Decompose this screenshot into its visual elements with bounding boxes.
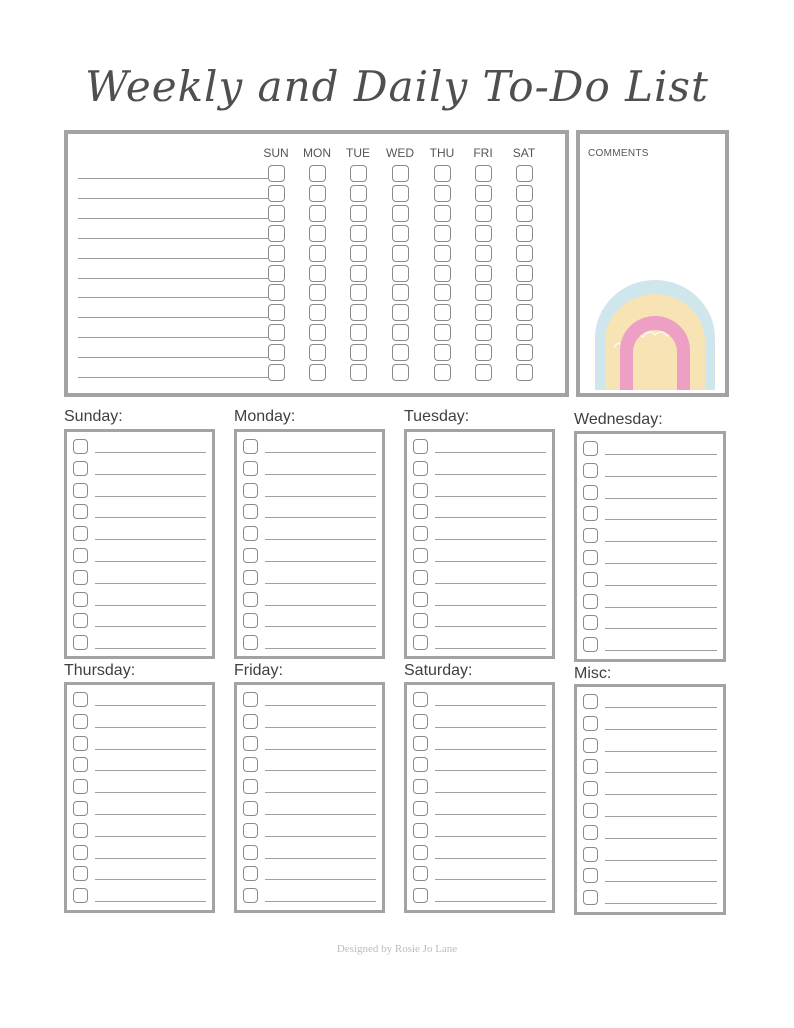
task-line[interactable] [265, 474, 376, 475]
weekly-checkbox[interactable] [434, 185, 451, 202]
task-checkbox[interactable] [73, 845, 88, 860]
rainbow-icon [590, 278, 720, 390]
task-checkbox[interactable] [243, 866, 258, 881]
weekly-checkbox[interactable] [475, 344, 492, 361]
task-line[interactable] [265, 836, 376, 837]
task-checkbox[interactable] [73, 757, 88, 772]
day-section-label: Thursday: [64, 662, 136, 679]
weekly-checkbox[interactable] [350, 165, 367, 182]
weekly-checkbox[interactable] [350, 265, 367, 282]
weekly-checkbox[interactable] [309, 284, 326, 301]
task-checkbox[interactable] [583, 868, 598, 883]
task-line[interactable] [435, 648, 546, 649]
task-checkbox[interactable] [583, 528, 598, 543]
task-line[interactable] [95, 727, 206, 728]
task-line[interactable] [265, 749, 376, 750]
weekly-day-header: TUE [346, 146, 370, 160]
task-checkbox[interactable] [73, 526, 88, 541]
weekly-checkbox[interactable] [434, 344, 451, 361]
task-line[interactable] [265, 792, 376, 793]
task-checkbox[interactable] [413, 714, 428, 729]
task-line[interactable] [95, 792, 206, 793]
task-checkbox[interactable] [413, 823, 428, 838]
task-line[interactable] [435, 749, 546, 750]
task-checkbox[interactable] [243, 570, 258, 585]
weekly-task-line[interactable] [78, 377, 268, 378]
task-line[interactable] [605, 541, 717, 542]
task-line[interactable] [605, 476, 717, 477]
weekly-checkbox[interactable] [309, 165, 326, 182]
task-checkbox[interactable] [73, 504, 88, 519]
task-line[interactable] [95, 583, 206, 584]
task-line[interactable] [95, 474, 206, 475]
weekly-checkbox[interactable] [309, 344, 326, 361]
task-line[interactable] [435, 474, 546, 475]
task-checkbox[interactable] [583, 759, 598, 774]
day-section-label: Saturday: [404, 662, 473, 679]
weekly-checkbox[interactable] [516, 364, 533, 381]
weekly-checkbox[interactable] [392, 364, 409, 381]
task-checkbox[interactable] [243, 888, 258, 903]
weekly-task-line[interactable] [78, 178, 268, 179]
task-line[interactable] [265, 858, 376, 859]
task-line[interactable] [435, 583, 546, 584]
task-line[interactable] [95, 496, 206, 497]
weekly-checkbox[interactable] [475, 225, 492, 242]
weekly-checkbox[interactable] [268, 324, 285, 341]
weekly-checkbox[interactable] [475, 165, 492, 182]
task-line[interactable] [605, 729, 717, 730]
task-line[interactable] [435, 727, 546, 728]
task-line[interactable] [265, 517, 376, 518]
task-checkbox[interactable] [243, 504, 258, 519]
weekly-checkbox[interactable] [392, 284, 409, 301]
task-checkbox[interactable] [243, 526, 258, 541]
task-line[interactable] [435, 626, 546, 627]
day-task-box [404, 429, 555, 659]
task-line[interactable] [95, 626, 206, 627]
task-line[interactable] [265, 901, 376, 902]
task-line[interactable] [435, 705, 546, 706]
weekly-checkbox[interactable] [475, 245, 492, 262]
weekly-checkbox[interactable] [268, 364, 285, 381]
task-checkbox[interactable] [413, 613, 428, 628]
task-line[interactable] [435, 836, 546, 837]
weekly-task-line[interactable] [78, 337, 268, 338]
task-line[interactable] [435, 561, 546, 562]
task-checkbox[interactable] [73, 592, 88, 607]
task-line[interactable] [265, 583, 376, 584]
task-line[interactable] [95, 539, 206, 540]
task-checkbox[interactable] [413, 845, 428, 860]
task-checkbox[interactable] [413, 526, 428, 541]
task-checkbox[interactable] [243, 461, 258, 476]
weekly-checkbox[interactable] [434, 205, 451, 222]
weekly-checkbox[interactable] [475, 324, 492, 341]
task-checkbox[interactable] [413, 635, 428, 650]
weekly-checkbox[interactable] [268, 304, 285, 321]
weekly-task-line[interactable] [78, 258, 268, 259]
task-checkbox[interactable] [583, 847, 598, 862]
task-line[interactable] [435, 452, 546, 453]
weekly-day-header: SUN [263, 146, 289, 160]
day-task-box [64, 429, 215, 659]
day-task-box [574, 431, 726, 662]
task-checkbox[interactable] [73, 779, 88, 794]
task-checkbox[interactable] [413, 461, 428, 476]
weekly-checkbox[interactable] [434, 245, 451, 262]
task-checkbox[interactable] [583, 572, 598, 587]
weekly-task-line[interactable] [78, 198, 268, 199]
task-line[interactable] [605, 498, 717, 499]
weekly-checkbox[interactable] [475, 304, 492, 321]
weekly-checkbox[interactable] [350, 364, 367, 381]
weekly-checkbox[interactable] [309, 265, 326, 282]
task-checkbox[interactable] [413, 801, 428, 816]
task-checkbox[interactable] [73, 483, 88, 498]
task-checkbox[interactable] [73, 635, 88, 650]
weekly-checkbox[interactable] [392, 205, 409, 222]
day-task-box [64, 682, 215, 913]
weekly-checkbox[interactable] [350, 344, 367, 361]
day-section-label: Monday: [234, 408, 296, 425]
task-line[interactable] [95, 517, 206, 518]
task-checkbox[interactable] [583, 463, 598, 478]
weekly-checkbox[interactable] [392, 265, 409, 282]
day-section-label: Tuesday: [404, 408, 470, 425]
task-checkbox[interactable] [413, 757, 428, 772]
weekly-checkbox[interactable] [516, 245, 533, 262]
task-checkbox[interactable] [243, 801, 258, 816]
task-line[interactable] [95, 561, 206, 562]
task-line[interactable] [435, 496, 546, 497]
day-task-box [574, 684, 726, 915]
weekly-checkbox[interactable] [516, 324, 533, 341]
weekly-checkbox[interactable] [434, 284, 451, 301]
weekly-checkbox[interactable] [392, 304, 409, 321]
task-line[interactable] [435, 814, 546, 815]
weekly-checkbox[interactable] [268, 245, 285, 262]
task-checkbox[interactable] [413, 570, 428, 585]
task-line[interactable] [605, 519, 717, 520]
task-checkbox[interactable] [243, 548, 258, 563]
weekly-checkbox[interactable] [350, 205, 367, 222]
task-line[interactable] [605, 838, 717, 839]
task-checkbox[interactable] [73, 823, 88, 838]
comments-label: COMMENTS [588, 148, 649, 159]
task-line[interactable] [265, 814, 376, 815]
weekly-checkbox[interactable] [516, 165, 533, 182]
task-line[interactable] [95, 749, 206, 750]
weekly-checkbox[interactable] [475, 185, 492, 202]
weekly-checkbox[interactable] [475, 364, 492, 381]
weekly-checkbox[interactable] [516, 185, 533, 202]
weekly-checkbox[interactable] [268, 205, 285, 222]
task-checkbox[interactable] [583, 803, 598, 818]
task-line[interactable] [95, 705, 206, 706]
task-checkbox[interactable] [243, 439, 258, 454]
task-checkbox[interactable] [73, 888, 88, 903]
task-checkbox[interactable] [73, 801, 88, 816]
task-checkbox[interactable] [243, 823, 258, 838]
task-checkbox[interactable] [413, 888, 428, 903]
task-line[interactable] [265, 770, 376, 771]
weekly-checkbox[interactable] [350, 284, 367, 301]
task-checkbox[interactable] [73, 866, 88, 881]
task-checkbox[interactable] [243, 613, 258, 628]
task-checkbox[interactable] [413, 504, 428, 519]
day-section-label: Friday: [234, 662, 283, 679]
weekly-checkbox[interactable] [392, 185, 409, 202]
task-checkbox[interactable] [413, 866, 428, 881]
task-checkbox[interactable] [583, 637, 598, 652]
task-checkbox[interactable] [413, 692, 428, 707]
day-section-label: Misc: [574, 665, 612, 682]
weekly-checkbox[interactable] [268, 265, 285, 282]
day-task-box [234, 429, 385, 659]
weekly-checkbox[interactable] [392, 324, 409, 341]
task-checkbox[interactable] [73, 714, 88, 729]
task-line[interactable] [95, 901, 206, 902]
weekly-day-header: SAT [512, 146, 536, 160]
task-checkbox[interactable] [583, 615, 598, 630]
task-checkbox[interactable] [583, 781, 598, 796]
task-checkbox[interactable] [243, 845, 258, 860]
weekly-checkbox[interactable] [516, 344, 533, 361]
weekly-checkbox[interactable] [434, 364, 451, 381]
task-line[interactable] [265, 605, 376, 606]
weekly-checkbox[interactable] [434, 165, 451, 182]
day-task-box [234, 682, 385, 913]
task-checkbox[interactable] [73, 548, 88, 563]
task-checkbox[interactable] [413, 736, 428, 751]
weekly-checkbox[interactable] [309, 205, 326, 222]
task-checkbox[interactable] [243, 736, 258, 751]
task-checkbox[interactable] [243, 483, 258, 498]
weekly-checkbox[interactable] [392, 225, 409, 242]
weekly-checkbox[interactable] [268, 165, 285, 182]
task-line[interactable] [265, 626, 376, 627]
weekly-task-line[interactable] [78, 238, 268, 239]
weekly-checkbox[interactable] [516, 225, 533, 242]
weekly-checkbox[interactable] [434, 304, 451, 321]
task-line[interactable] [265, 452, 376, 453]
task-line[interactable] [435, 792, 546, 793]
task-line[interactable] [605, 794, 717, 795]
task-line[interactable] [435, 901, 546, 902]
weekly-checkbox[interactable] [392, 245, 409, 262]
weekly-checkbox[interactable] [434, 265, 451, 282]
task-checkbox[interactable] [413, 483, 428, 498]
task-checkbox[interactable] [73, 461, 88, 476]
task-line[interactable] [435, 517, 546, 518]
weekly-checkbox[interactable] [434, 225, 451, 242]
weekly-checkbox[interactable] [309, 324, 326, 341]
weekly-task-line[interactable] [78, 317, 268, 318]
task-checkbox[interactable] [583, 694, 598, 709]
weekly-checkbox[interactable] [516, 205, 533, 222]
weekly-checkbox[interactable] [268, 225, 285, 242]
weekly-checklist [64, 130, 569, 397]
task-checkbox[interactable] [73, 613, 88, 628]
weekly-checkbox[interactable] [516, 284, 533, 301]
task-line[interactable] [605, 650, 717, 651]
day-section-label: Wednesday: [574, 411, 663, 428]
weekly-checkbox[interactable] [309, 225, 326, 242]
task-line[interactable] [605, 563, 717, 564]
day-task-box [404, 682, 555, 913]
task-checkbox[interactable] [73, 736, 88, 751]
task-checkbox[interactable] [413, 592, 428, 607]
task-line[interactable] [605, 585, 717, 586]
task-checkbox[interactable] [243, 757, 258, 772]
weekly-task-line[interactable] [78, 278, 268, 279]
task-line[interactable] [435, 879, 546, 880]
weekly-checkbox[interactable] [350, 304, 367, 321]
weekly-checkbox[interactable] [392, 165, 409, 182]
task-checkbox[interactable] [583, 441, 598, 456]
task-checkbox[interactable] [243, 779, 258, 794]
weekly-checkbox[interactable] [268, 344, 285, 361]
task-line[interactable] [435, 858, 546, 859]
task-checkbox[interactable] [583, 716, 598, 731]
weekly-task-line[interactable] [78, 218, 268, 219]
task-line[interactable] [265, 561, 376, 562]
task-checkbox[interactable] [413, 548, 428, 563]
task-line[interactable] [265, 879, 376, 880]
task-line[interactable] [605, 607, 717, 608]
weekly-checkbox[interactable] [309, 304, 326, 321]
weekly-checkbox[interactable] [309, 185, 326, 202]
task-line[interactable] [605, 707, 717, 708]
task-line[interactable] [95, 879, 206, 880]
task-line[interactable] [265, 539, 376, 540]
task-line[interactable] [95, 836, 206, 837]
weekly-checkbox[interactable] [516, 265, 533, 282]
task-line[interactable] [435, 539, 546, 540]
weekly-checkbox[interactable] [350, 245, 367, 262]
task-checkbox[interactable] [243, 692, 258, 707]
weekly-day-header: MON [303, 146, 331, 160]
weekly-day-header: FRI [473, 146, 493, 160]
task-line[interactable] [95, 605, 206, 606]
task-line[interactable] [95, 858, 206, 859]
weekly-checkbox[interactable] [309, 364, 326, 381]
weekly-checkbox[interactable] [475, 284, 492, 301]
day-section-label: Sunday: [64, 408, 123, 425]
task-line[interactable] [435, 605, 546, 606]
task-line[interactable] [95, 452, 206, 453]
task-line[interactable] [265, 496, 376, 497]
task-checkbox[interactable] [243, 592, 258, 607]
task-checkbox[interactable] [583, 550, 598, 565]
task-line[interactable] [605, 772, 717, 773]
task-line[interactable] [605, 751, 717, 752]
task-line[interactable] [605, 903, 717, 904]
task-line[interactable] [605, 881, 717, 882]
task-line[interactable] [605, 628, 717, 629]
weekly-checkbox[interactable] [516, 304, 533, 321]
weekly-checkbox[interactable] [268, 185, 285, 202]
task-checkbox[interactable] [73, 439, 88, 454]
weekly-task-line[interactable] [78, 297, 268, 298]
weekly-checkbox[interactable] [350, 185, 367, 202]
task-line[interactable] [95, 648, 206, 649]
weekly-checkbox[interactable] [268, 284, 285, 301]
weekly-task-line[interactable] [78, 357, 268, 358]
task-checkbox[interactable] [243, 635, 258, 650]
task-checkbox[interactable] [583, 738, 598, 753]
task-checkbox[interactable] [73, 570, 88, 585]
task-line[interactable] [605, 816, 717, 817]
weekly-checkbox[interactable] [392, 344, 409, 361]
task-line[interactable] [435, 770, 546, 771]
task-line[interactable] [95, 770, 206, 771]
task-checkbox[interactable] [583, 890, 598, 905]
task-checkbox[interactable] [583, 825, 598, 840]
task-line[interactable] [605, 860, 717, 861]
task-checkbox[interactable] [583, 485, 598, 500]
task-checkbox[interactable] [583, 594, 598, 609]
weekly-day-header: THU [429, 146, 455, 160]
task-line[interactable] [605, 454, 717, 455]
weekly-checkbox[interactable] [350, 324, 367, 341]
weekly-checkbox[interactable] [309, 245, 326, 262]
task-checkbox[interactable] [413, 439, 428, 454]
weekly-checkbox[interactable] [350, 225, 367, 242]
comments-box[interactable] [576, 130, 729, 397]
task-line[interactable] [265, 648, 376, 649]
task-checkbox[interactable] [73, 692, 88, 707]
task-checkbox[interactable] [583, 506, 598, 521]
task-line[interactable] [95, 814, 206, 815]
task-checkbox[interactable] [413, 779, 428, 794]
weekly-checkbox[interactable] [475, 265, 492, 282]
task-line[interactable] [265, 705, 376, 706]
weekly-day-header: WED [386, 146, 414, 160]
footer-credit: Designed by Rosie Jo Lane [336, 943, 458, 955]
weekly-checkbox[interactable] [434, 324, 451, 341]
task-checkbox[interactable] [243, 714, 258, 729]
page-title: Weekly and Daily To-Do List [85, 62, 709, 111]
task-line[interactable] [265, 727, 376, 728]
weekly-checkbox[interactable] [475, 205, 492, 222]
